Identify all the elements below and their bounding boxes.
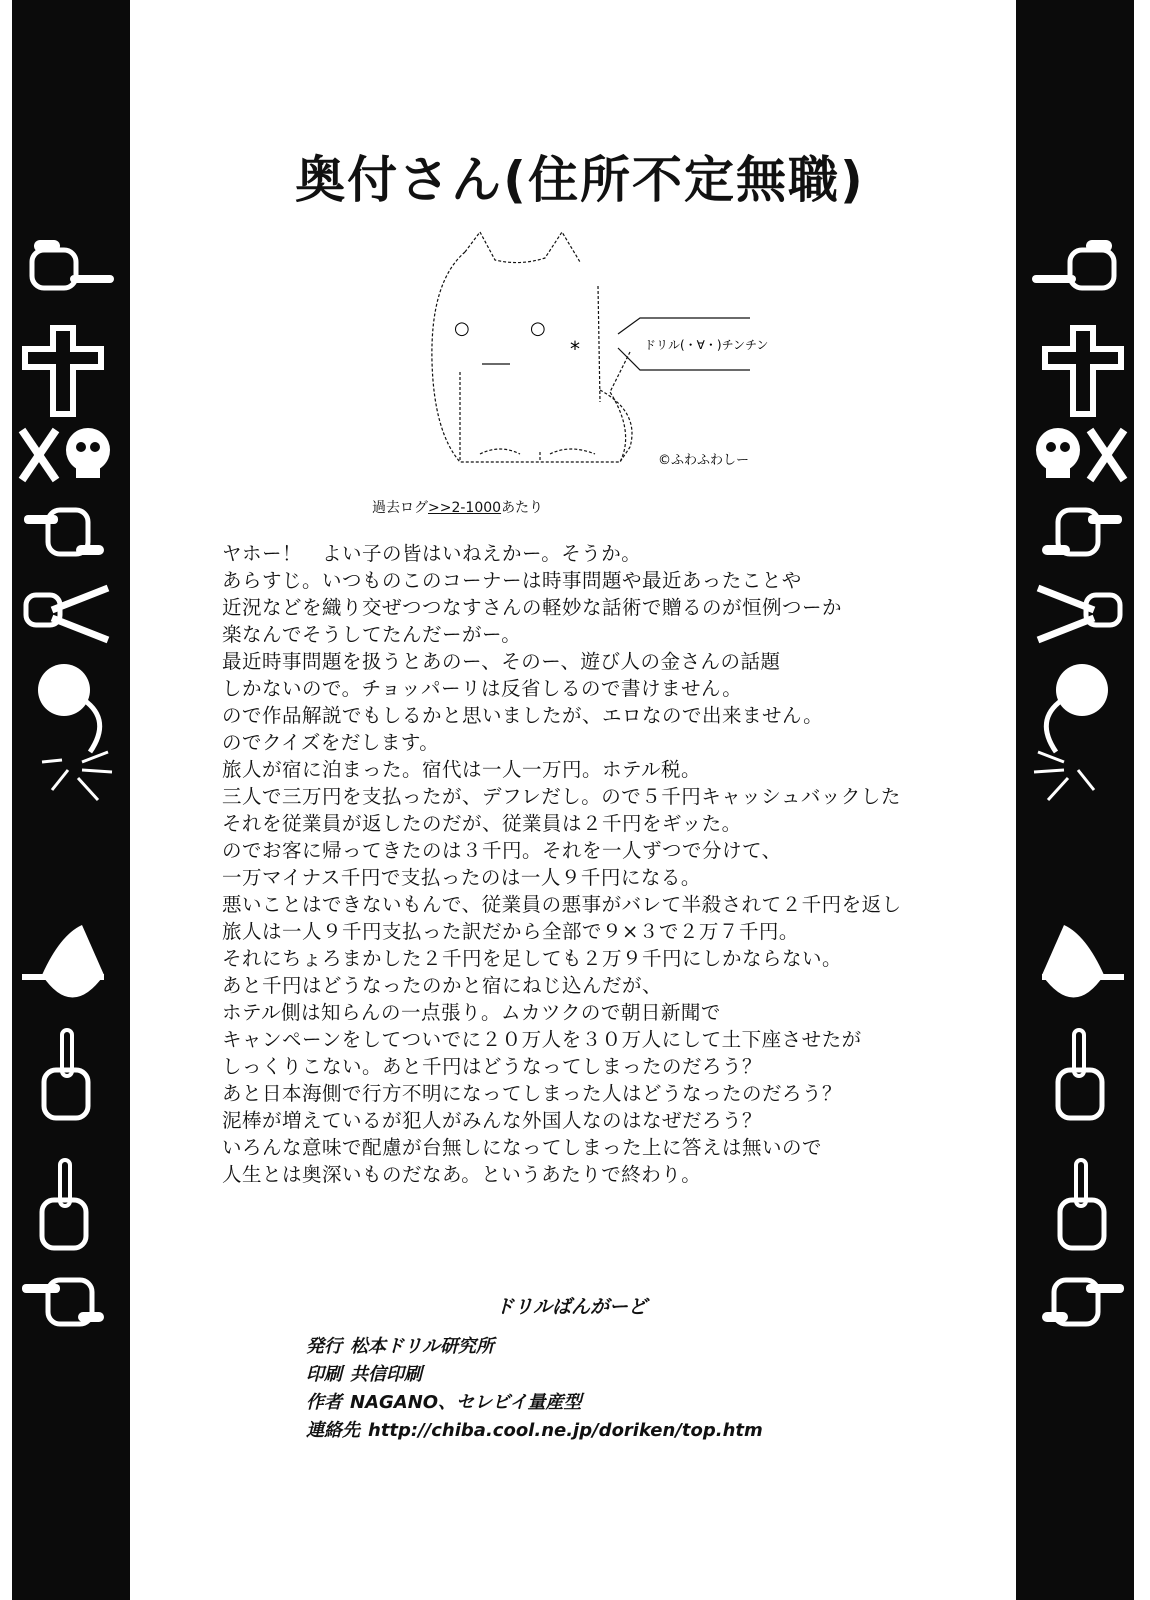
past-log-prefix: 過去ログ	[372, 500, 428, 516]
bomb-icon	[38, 664, 112, 800]
printer-value: 共信印刷	[350, 1364, 422, 1385]
left-decorative-band	[12, 0, 130, 1600]
body-line: 悪いことはできないもんで、従業員の悪事がバレて半殺されて２千円を返し	[222, 893, 902, 916]
left-band-icons	[12, 0, 130, 1600]
body-line: あらすじ。いつものこのコーナーは時事問題や最近あったことや	[222, 569, 802, 592]
bubble-top	[618, 318, 750, 334]
pointing-hand-icon	[24, 510, 104, 555]
past-log-link[interactable]: >>2-1000	[428, 500, 502, 516]
body-line: 旅人が宿に泊まった。宿代は一人一万円。ホテル税。	[222, 758, 702, 781]
art-credit: ©ふわふわしー	[658, 453, 750, 468]
victory-hand-icon	[1038, 588, 1120, 640]
body-line: 近況などを織り交ぜつつなすさんの軽妙な話術で贈るのが恒例つーか	[222, 596, 843, 619]
cat-right-eye: ○	[530, 318, 546, 339]
index-finger-icon	[44, 1030, 88, 1118]
colophon	[306, 1333, 763, 1445]
ascii-art-cat	[420, 222, 780, 482]
past-log-suffix: あたり	[501, 500, 544, 516]
body-line: ヤホー！ よい子の皆はいねえかー。そうか。	[222, 542, 642, 565]
publisher-label: 発行	[306, 1336, 342, 1357]
body-line: 泥棒が増えているが犯人がみんな外国人なのはなぜだろう？	[222, 1109, 763, 1132]
body-line: それにちょろまかした２千円を足しても２万９千円にしかならない。	[222, 947, 843, 970]
body-line: しっくりこない。あと千円はどうなってしまったのだろう？	[222, 1055, 763, 1078]
cat-right-edge	[598, 286, 600, 402]
index-finger-icon	[1060, 1160, 1104, 1248]
pointing-hand-icon	[1042, 1280, 1124, 1324]
skull-crossbones-icon	[1036, 428, 1124, 480]
colophon-author-row	[306, 1389, 763, 1417]
body-line: いろんな意味で配慮が台無しになってしまった上に答えは無いので	[222, 1136, 823, 1159]
spade-icon	[22, 925, 104, 998]
author-value: NAGANO、セレビイ量産型	[350, 1392, 582, 1413]
cat-mark: *	[570, 337, 580, 361]
circle-name: ドリルばんがーど	[495, 1296, 648, 1318]
colophon-publisher-row	[306, 1333, 763, 1361]
author-label: 作者	[306, 1392, 342, 1413]
cross-icon	[22, 325, 104, 417]
body-line: のでクイズをだします。	[222, 731, 440, 754]
body-line: 人生とは奥深いものだなあ。というあたりで終わり。	[222, 1163, 702, 1186]
printer-label: 印刷	[306, 1364, 342, 1385]
victory-hand-icon	[26, 588, 108, 640]
publisher-value: 松本ドリル研究所	[350, 1336, 494, 1357]
pointing-hand-icon	[1042, 510, 1122, 555]
right-band-icons	[1016, 0, 1134, 1600]
body-line: 三人で三万円を支払ったが、デフレだし。ので５千円キャッシュバックした	[222, 785, 901, 808]
colophon-contact-row	[306, 1417, 763, 1445]
body-line: あと日本海側で行方不明になってしまった人はどうなったのだろう？	[222, 1082, 843, 1105]
speech-bubble-text: ドリル(・∀・)チンチン	[644, 338, 769, 352]
cat-body-outline	[432, 252, 630, 462]
body-text	[222, 540, 1002, 1188]
body-line: キャンペーンをしてついでに２０万人を３０万人にして土下座させたが	[222, 1028, 862, 1051]
body-line: それを従業員が返したのだが、従業員は２千円をギッた。	[222, 812, 742, 835]
cat-paws	[480, 449, 595, 454]
body-line: ホテル側は知らんの一点張り。ムカツクので朝日新聞で	[222, 1001, 721, 1024]
pointing-hand-icon	[22, 1280, 104, 1324]
body-line: 楽なんでそうしてたんだーがー。	[222, 623, 522, 646]
cat-ears	[465, 232, 580, 263]
body-line: 一万マイナス千円で支払ったのは一人９千円になる。	[222, 866, 701, 889]
skull-crossbones-icon	[22, 428, 110, 480]
index-finger-icon	[42, 1160, 86, 1248]
colophon-printer-row	[306, 1361, 763, 1389]
cross-icon	[1042, 325, 1124, 417]
body-line: のでお客に帰ってきたのは３千円。それを一人ずつで分けて、	[222, 839, 782, 862]
index-finger-icon	[1058, 1030, 1102, 1118]
bomb-icon	[1034, 664, 1108, 800]
contact-url[interactable]: http://chiba.cool.ne.jp/doriken/top.htm	[368, 1420, 763, 1441]
body-line: 旅人は一人９千円支払った訳だから全部で９×３で２万７千円。	[222, 920, 799, 943]
pointing-hand-icon	[1032, 240, 1114, 288]
body-line: しかないので。チョッパーリは反省しるので書けません。	[222, 677, 743, 700]
body-line: 最近時事問題を扱うとあのー、そのー、遊び人の金さんの話題	[222, 650, 781, 673]
body-line: ので作品解説でもしるかと思いましたが、エロなので出来ません。	[222, 704, 824, 727]
contact-label: 連絡先	[306, 1420, 360, 1441]
body-line: あと千円はどうなったのかと宿にねじ込んだが、	[222, 974, 663, 997]
page-title: 奥付さん(住所不定無職)	[295, 151, 865, 209]
right-decorative-band	[1016, 0, 1134, 1600]
cat-tail	[600, 390, 632, 462]
pointing-hand-icon	[32, 240, 114, 288]
past-log-reference	[372, 497, 543, 517]
spade-icon	[1042, 925, 1124, 998]
cat-left-eye: ○	[454, 318, 470, 339]
